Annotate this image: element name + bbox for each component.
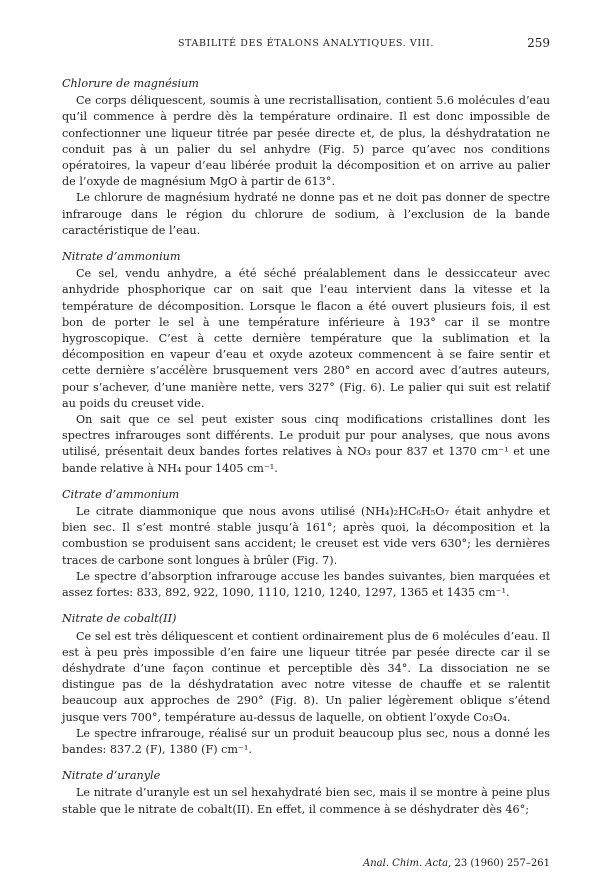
journal-name: Anal. Chim. Acta,: [363, 858, 452, 869]
paragraph: Le citrate diammonique que nous avons utilisé (NH₄)₂HC₆H₅O₇ était anhydre et bien sec. Il s’est montré stable jusqu’à 161°; après quoi, la décomposition et la combustion se produisent sans accident; le creuset est vide vers 630°; les dernières traces de carbone sont longues à brûler (Fig. 7).: [62, 505, 550, 567]
paragraph: Ce sel est très déliquescent et contient ordinairement plus de 6 molécules d’eau. Il est à peu près impossible d’en faire une liqueur titrée par pesée directe car il se déshydrate d’une façon continue et perceptible dès 34°. La dissociation ne se distingue pas de la déshydratation avec notre vitesse de chauffe et se ralentit beaucoup aux approches de 290° (Fig. 8). Un palier légèrement oblique s’étend jusque vers 700°, température au-dessus de laquelle, on obtient l’oxyde Co₃O₄.: [62, 629, 550, 724]
paragraph: Le nitrate d’uranyle est un sel hexahydraté bien sec, mais il se montre à peine plus stable que le nitrate de cobalt(II). En effet, il commence à se déshydrater dès 46°;: [62, 786, 550, 816]
paragraph: Le chlorure de magnésium hydraté ne donne pas et ne doit pas donner de spectre infrarouge dans le région du chlorure de sodium, à l’exclusion de la bande caractéristique de l’eau.: [62, 191, 550, 237]
page-header: [62, 38, 550, 58]
paragraph: Le spectre infrarouge, réalisé sur un produit beaucoup plus sec, nous a donné les bandes: 837.2 (F), 1380 (F) cm⁻¹.: [62, 726, 550, 756]
section-title: Nitrate d’uranyle: [62, 769, 161, 783]
running-title: STABILITÉ DES ÉTALONS ANALYTIQUES. VIII.: [177, 38, 435, 49]
section-title: Chlorure de magnésium: [62, 77, 199, 90]
paragraph: On sait que ce sel peut exister sous cinq modifications cristallines dont les spectres infrarouges sont différents. Le produit pur pour analyses, que nous avons utilisé, présentait deux bandes fortes relatives à NO₃ pour 837 et 1370 cm⁻¹ et une bande relative à NH₄ pour 1405 cm⁻¹.: [62, 413, 550, 475]
paragraph: Le spectre d’absorption infrarouge accuse les bandes suivantes, bien marquées et assez fortes: 833, 892, 922, 1090, 1110, 1210, 1240, 1297, 1365 et 1435 cm⁻¹.: [62, 569, 550, 600]
section-title: Citrate d’ammonium: [62, 487, 180, 501]
section-chlorure-de-magnesium: [62, 76, 550, 239]
section-nitrate-d-uranyle: [62, 768, 550, 818]
page-number: 259: [527, 36, 550, 50]
volume-and-pages: 23 (1960) 257–261: [454, 858, 550, 869]
section-citrate-d-ammonium: [62, 487, 550, 601]
paragraph: Ce corps déliquescent, soumis à une recristallisation, contient 5.6 molécules d’eau qu’il commence à perdre dès la température ordinaire. Il est donc impossible de confectionner une liqueur titrée par pesée directe et, de plus, la déshydratation ne conduit pas à un palier du sel anhydre (Fig. 5) parce qu’avec nos conditions opératoires, la vapeur d’eau libérée produit la décomposition et on arrive au palier de l’oxyde de magnésium MgO à partir de 613°.: [62, 94, 550, 189]
journal-citation: [363, 858, 550, 869]
section-title: Nitrate de cobalt(II): [62, 612, 177, 626]
section-nitrate-de-cobalt: [62, 611, 550, 758]
paragraph: Ce sel, vendu anhydre, a été séché préalablement dans le dessiccateur avec anhydride phosphorique car on sait que l’eau intervient dans la vitesse et la température de décomposition. Lorsque le flacon a été ouvert plusieurs fois, il est bon de porter le sel à une température inférieure à 193° car il se montre hygroscopique. C’est à cette dernière température que la sublimation et la décomposition en vapeur d’eau et oxyde azoteux commencent à se faire sentir et cette dernière s’accélère brusquement vers 280° en accord avec d’autres auteurs, pour s’achever, d’une manière nette, vers 327° (Fig. 6). Le palier qui suit est relatif au poids du creuset vide.: [62, 267, 550, 410]
article-body: [62, 76, 550, 818]
section-nitrate-d-ammonium: [62, 249, 550, 477]
section-title: Nitrate d’ammonium: [62, 250, 181, 264]
